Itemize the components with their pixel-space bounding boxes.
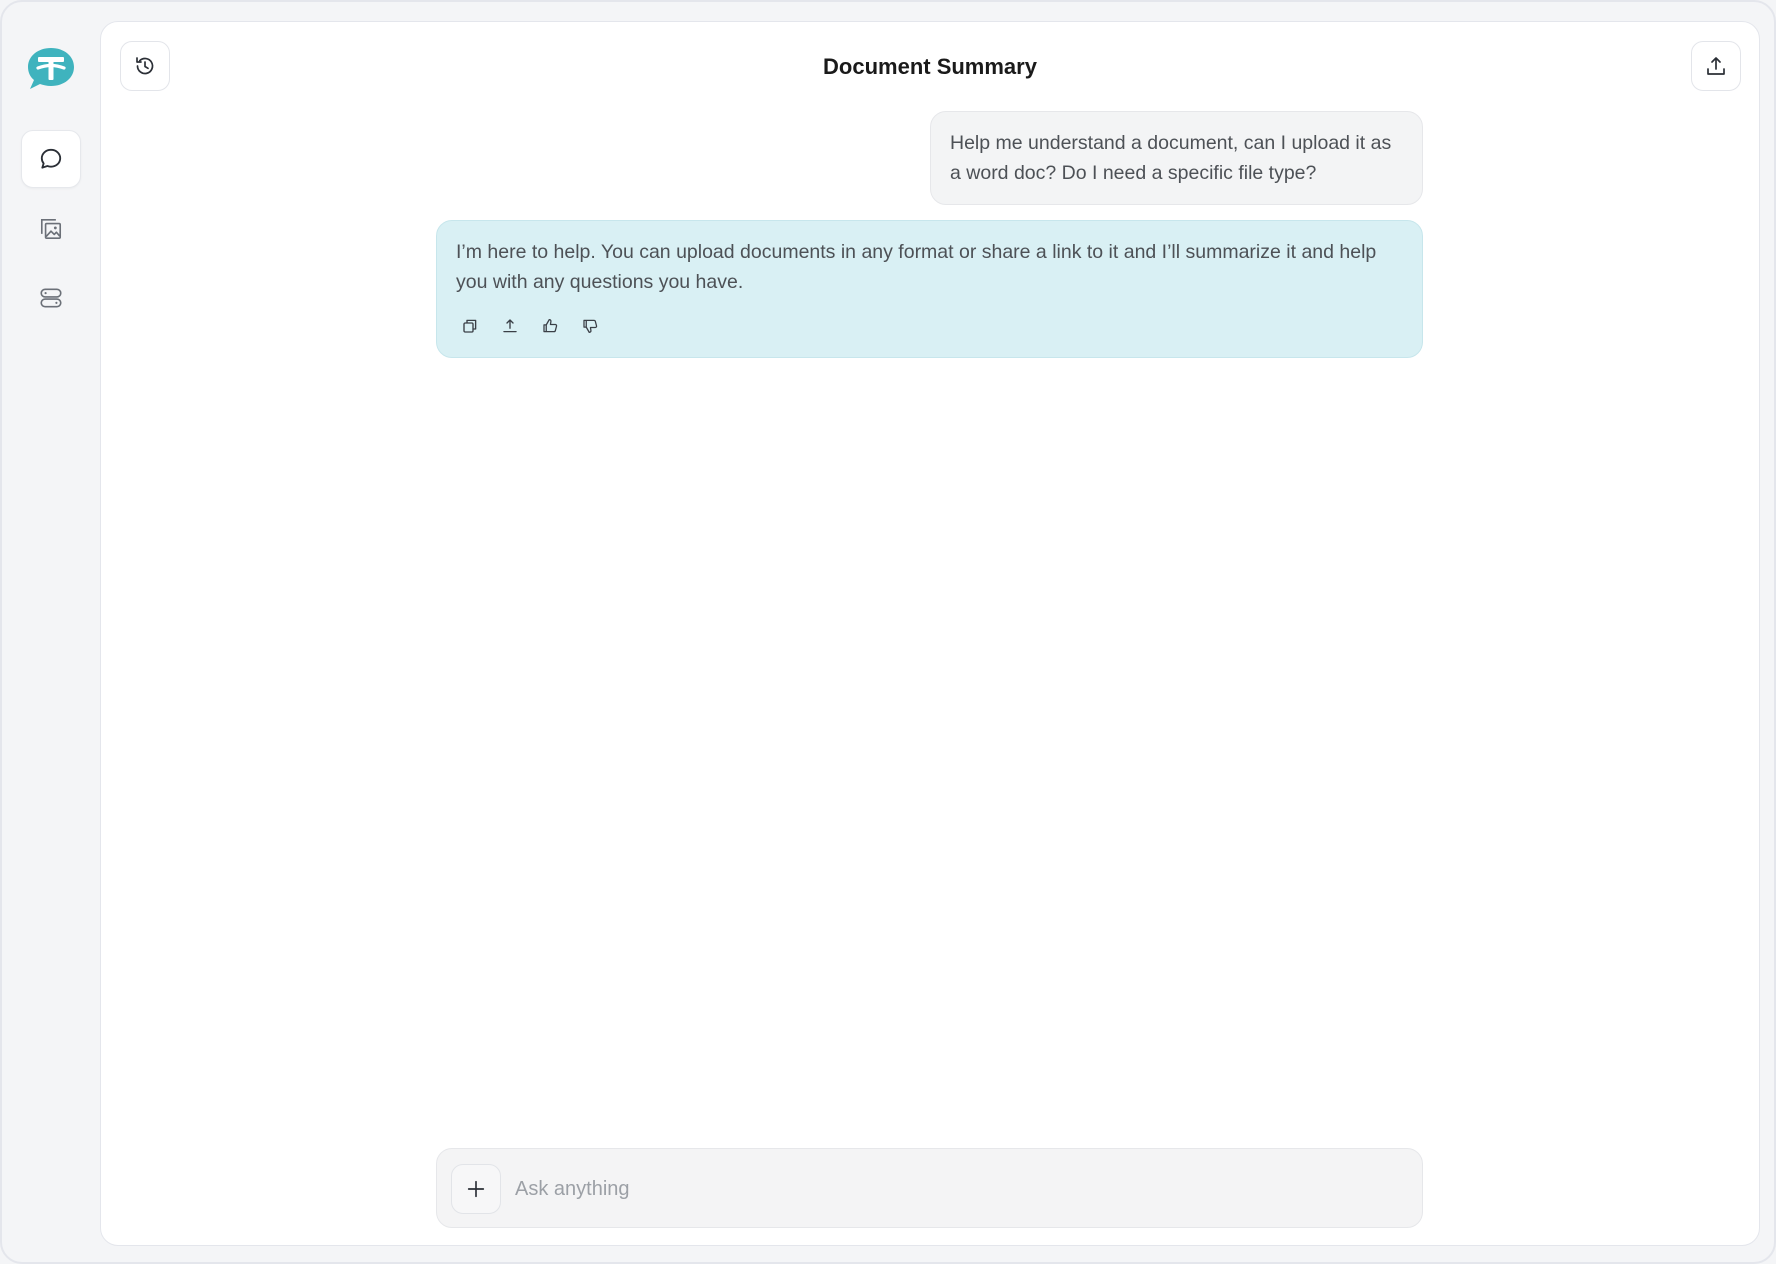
assistant-message-text: I’m here to help. You can upload documents in any format or share a link to it and I’ll summarize it and help you with any questions you have.: [456, 241, 1377, 293]
copy-icon: [461, 317, 479, 335]
sidebar-item-chat[interactable]: [21, 130, 81, 188]
plus-icon: [465, 1178, 487, 1200]
sidebar-item-images[interactable]: [21, 200, 81, 258]
thumbs-up-icon: [541, 317, 559, 335]
add-attachment-button[interactable]: [451, 1164, 501, 1214]
sidebar: [2, 2, 100, 1262]
share-button[interactable]: [499, 315, 521, 337]
assistant-message: [436, 220, 1423, 358]
server-icon: [38, 285, 64, 311]
user-message: [930, 111, 1423, 205]
thumbs-down-icon: [581, 317, 599, 335]
share-icon: [501, 317, 519, 335]
sidebar-item-storage[interactable]: [21, 269, 81, 327]
thumbs-down-button[interactable]: [579, 315, 601, 337]
message-composer: [436, 1148, 1423, 1228]
image-gallery-icon: [38, 216, 64, 242]
page-title: Document Summary: [823, 54, 1037, 79]
brand-logo-icon[interactable]: [26, 46, 76, 92]
user-message-text: Help me understand a document, can I upload it as a word doc? Do I need a specific file type?: [950, 132, 1392, 184]
chat-bubble-icon: [38, 146, 64, 172]
message-actions: [459, 315, 601, 337]
thumbs-up-button[interactable]: [539, 315, 561, 337]
export-button[interactable]: [1691, 41, 1741, 91]
copy-button[interactable]: [459, 315, 481, 337]
export-icon: [1704, 54, 1728, 78]
chat-panel: [100, 21, 1760, 1246]
message-input[interactable]: [515, 1169, 1395, 1209]
